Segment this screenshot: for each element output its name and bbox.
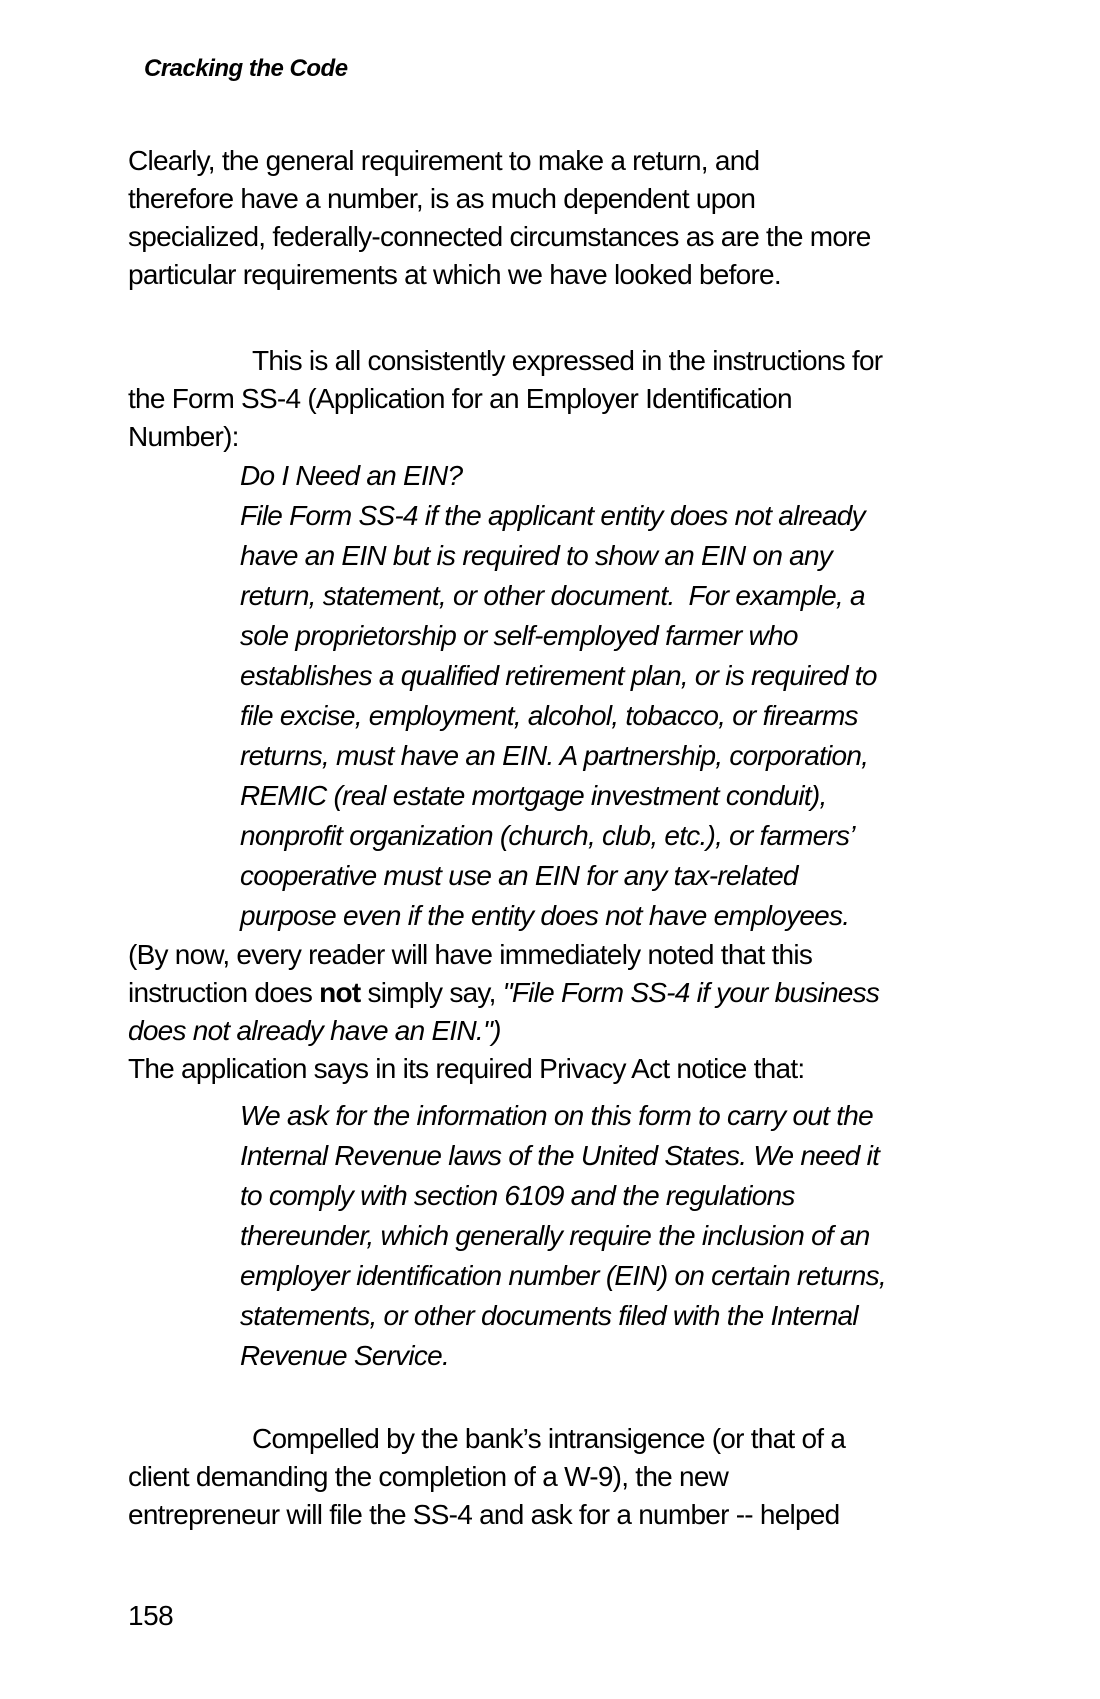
paragraph-general-requirement xyxy=(128,142,1060,294)
text-line: establishes a qualified retirement plan, or is required to xyxy=(240,660,877,691)
paragraph-compelled-by-bank xyxy=(128,1420,1060,1534)
paragraph-ss4-intro xyxy=(128,342,1060,456)
text-line: statements, or other documents filed with the Internal xyxy=(240,1300,858,1331)
blockquote-do-i-need-an-ein xyxy=(240,456,1060,936)
text-line: nonprofit organization (church, club, etc.), or farmers’ xyxy=(240,820,855,851)
blockquote-privacy-act-notice xyxy=(240,1096,1060,1376)
text-line: return, statement, or other document. For example, a xyxy=(240,580,865,611)
text-line: sole proprietorship or self-employed farmer who xyxy=(240,620,798,651)
text-line: employer identification number (EIN) on certain returns, xyxy=(240,1260,886,1291)
text-line: The application says in its required Privacy Act notice that: xyxy=(128,1053,805,1084)
text-line: Do I Need an EIN? xyxy=(240,460,463,491)
text-line: File Form SS-4 if the applicant entity does not already xyxy=(240,500,865,531)
text-line: therefore have a number, is as much dependent upon xyxy=(128,183,756,214)
text-line: We ask for the information on this form to carry out the xyxy=(240,1100,873,1131)
paragraph-privacy-act-intro xyxy=(128,1050,1060,1088)
text-line: thereunder, which generally require the inclusion of an xyxy=(240,1220,870,1251)
text-line: This is all consistently expressed in the instructions for xyxy=(252,345,883,376)
text-line: file excise, employment, alcohol, tobacco, or firearms xyxy=(240,700,858,731)
text-line: Internal Revenue laws of the United States. We need it xyxy=(240,1140,880,1171)
text-line: instruction does not simply say, "File Form SS-4 if your business xyxy=(128,977,880,1008)
text-line: Compelled by the bank’s intransigence (or that of a xyxy=(252,1423,846,1454)
text-line: (By now, every reader will have immediately noted that this xyxy=(128,939,813,970)
text-line: to comply with section 6109 and the regulations xyxy=(240,1180,795,1211)
paragraph-by-now-note xyxy=(128,936,1060,1050)
text-line: specialized, federally-connected circumstances as are the more xyxy=(128,221,871,252)
running-header: Cracking the Code xyxy=(144,55,348,82)
text-line: REMIC (real estate mortgage investment conduit), xyxy=(240,780,827,811)
text-line: Revenue Service. xyxy=(240,1340,450,1371)
text-line: entrepreneur will file the SS-4 and ask for a number -- helped xyxy=(128,1499,840,1530)
text-line: does not already have an EIN.") xyxy=(128,1015,501,1046)
text-line: particular requirements at which we have looked before. xyxy=(128,259,781,290)
text-line: returns, must have an EIN. A partnership, corporation, xyxy=(240,740,869,771)
text-line: Clearly, the general requirement to make a return, and xyxy=(128,145,760,176)
text-line: have an EIN but is required to show an EIN on any xyxy=(240,540,833,571)
page-number: 158 xyxy=(128,1600,174,1631)
text-line: the Form SS-4 (Application for an Employer Identification xyxy=(128,383,792,414)
text-line: client demanding the completion of a W-9), the new xyxy=(128,1461,729,1492)
text-line: Number): xyxy=(128,421,239,452)
text-line: purpose even if the entity does not have employees. xyxy=(240,900,850,931)
text-line: cooperative must use an EIN for any tax-related xyxy=(240,860,798,891)
